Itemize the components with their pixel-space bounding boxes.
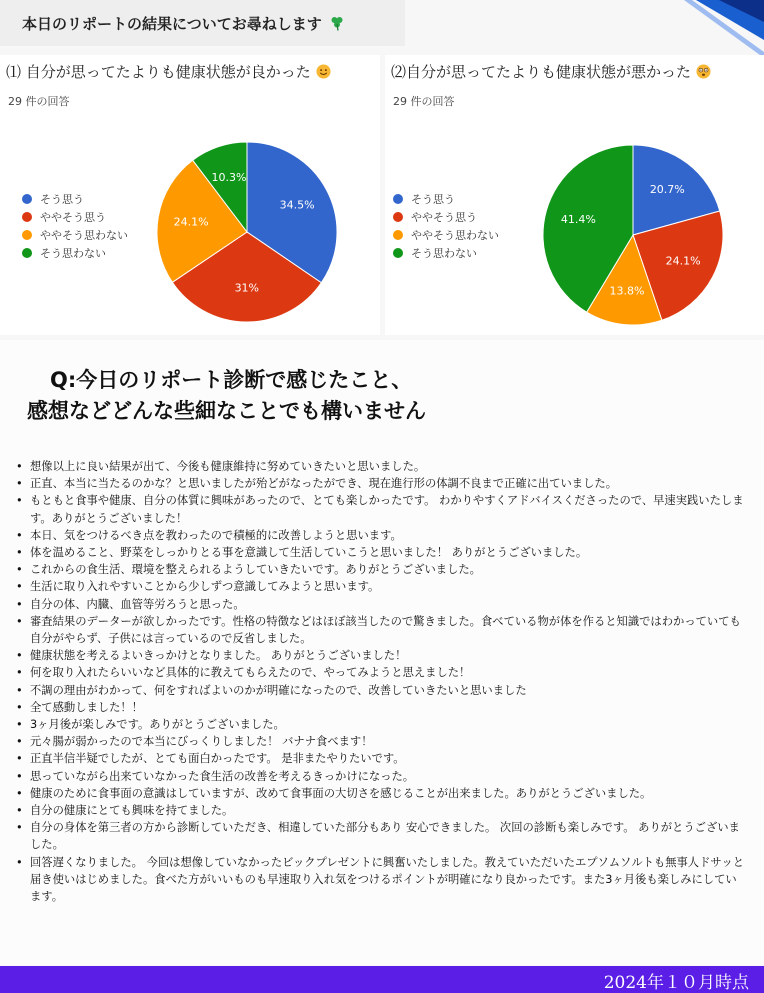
pie-data-label: 24.1% bbox=[173, 215, 209, 229]
comment-item: • 審査結果のデーターが欲しかったです。性格の特徴などはほぼ該当したので驚きました。食べている物が体を作ると知識ではわかっていても自分がやらず、子供には言っているので反省しました。 bbox=[30, 613, 745, 647]
comment-item: • 健康のために食事面の意識はしていますが、改めて食事面の大切さを感じることが出来ました。ありがとうございました。 bbox=[30, 785, 745, 802]
comment-item: • 本日、気をつけるべき点を教わったので積極的に改善しようと思います。 bbox=[30, 527, 745, 544]
clover-icon bbox=[329, 15, 345, 31]
section-heading-line-2: 感想などどんな些細なことでも構いません bbox=[27, 399, 426, 423]
comment-item: • 正直、本当に当たるのかな？と思いましたが殆どがなったができ、現在進行形の体調不良まで正確に出ていました。 bbox=[30, 475, 745, 492]
comment-item: • 正直半信半疑でしたが、とても面白かったです。 是非またやりたいです。 bbox=[30, 750, 745, 767]
comment-item: • これからの食生活、環境を整えられるようしていきたいです。ありがとうございました。 bbox=[30, 561, 745, 578]
legend-label: ややそう思う bbox=[40, 211, 106, 224]
legend-label: そう思う bbox=[40, 193, 84, 206]
comment-item: • 想像以上に良い結果が出て、今後も健康維持に努めていきたいと思いました。 bbox=[30, 458, 745, 475]
footer-bar bbox=[0, 966, 764, 993]
comment-item: • 自分の身体を第三者の方から診断していただき、相違していた部分もあり 安心できました。 次回の診断も楽しみです。 ありがとうございました。 bbox=[30, 819, 745, 853]
comment-item: • 生活に取り入れやすいことから少しずつ意識してみようと思います。 bbox=[30, 578, 745, 595]
pie-data-label: 20.7% bbox=[649, 182, 685, 196]
section-heading bbox=[0, 365, 764, 427]
comment-item: • 元々腸が弱かったので本当にびっくりしました！ バナナ食べます！ bbox=[30, 733, 745, 750]
legend-label: そう思う bbox=[411, 193, 455, 206]
legend-label: ややそう思わない bbox=[411, 229, 499, 242]
comment-item: • 不調の理由がわかって、何をすればよいのかが明確になったので、改善していきたいと思いました bbox=[30, 682, 745, 699]
comment-item: • 自分の健康にとても興味を持てました。 bbox=[30, 802, 745, 819]
comment-item: • 健康状態を考えるよいきっかけとなりました。 ありがとうございました！ bbox=[30, 647, 745, 664]
pie-data-label: 10.3% bbox=[211, 171, 247, 185]
pie-data-label: 24.1% bbox=[665, 254, 701, 268]
comment-item: • 思っていながら出来ていなかった食生活の改善を考えるきっかけになった。 bbox=[30, 768, 745, 785]
footer-date: 2024年１０月時点 bbox=[603, 973, 749, 993]
chart-panel-2 bbox=[385, 55, 764, 335]
legend-label: そう思わない bbox=[411, 247, 477, 260]
comment-list bbox=[0, 458, 745, 905]
chart-2-responses: 29 件の回答 bbox=[393, 95, 455, 108]
pie-data-label: 31% bbox=[234, 281, 260, 295]
legend-label: ややそう思う bbox=[411, 211, 477, 224]
comment-item: • 何を取り入れたらいいなど具体的に教えてもらえたので、やってみようと思えました！ bbox=[30, 664, 745, 681]
header-title: 本日のリポートの結果についてお尋ねします bbox=[22, 13, 345, 34]
chart-1-title: ⑴ 自分が思ってたよりも健康状態が良かった bbox=[6, 61, 331, 82]
comment-item: • 自分の体、内臓、血管等労ろうと思った。 bbox=[30, 596, 745, 613]
chart-1-responses: 29 件の回答 bbox=[8, 95, 70, 108]
comment-item: • 体を温めること、野菜をしっかりとる事を意識して生活していこうと思いました！ ありがとうございました。 bbox=[30, 544, 745, 561]
pie-chart-1 bbox=[0, 55, 380, 335]
pie-chart-2 bbox=[385, 55, 764, 335]
comment-item: • 回答遅くなりました。 今回は想像していなかったビックプレゼントに興奮いたしました。教えていただいたエプソムソルトも無事人ドサッと届き使いはじめました。食べた方がいいものも早速取り入れ気をつけるポイントが明確になり良かったです。また3ヶ月後も楽しみにしています。 bbox=[30, 854, 745, 906]
header-bar bbox=[0, 0, 405, 46]
comment-item: • 3ヶ月後が楽しみです。ありがとうございました。 bbox=[30, 716, 745, 733]
legend-label: ややそう思わない bbox=[40, 229, 128, 242]
pie-data-label: 34.5% bbox=[279, 198, 315, 212]
pie-data-label: 41.4% bbox=[560, 212, 596, 226]
legend-label: そう思わない bbox=[40, 247, 106, 260]
pie-data-label: 13.8% bbox=[609, 284, 645, 298]
comment-item: • 全て感動しました！！ bbox=[30, 699, 745, 716]
chart-2-title: ⑵自分が思ってたよりも健康状態が悪かった bbox=[391, 61, 711, 82]
section-heading-line-1: Q:今日のリポート診断で感じたこと、 bbox=[50, 368, 413, 392]
chart-panel-1 bbox=[0, 55, 380, 335]
comment-item: • もともと食事や健康、自分の体質に興味があったので、とても楽しかったです。 わかりやすくアドバイスくださったので、早速実践いたします。ありがとうございました！ bbox=[30, 492, 745, 526]
